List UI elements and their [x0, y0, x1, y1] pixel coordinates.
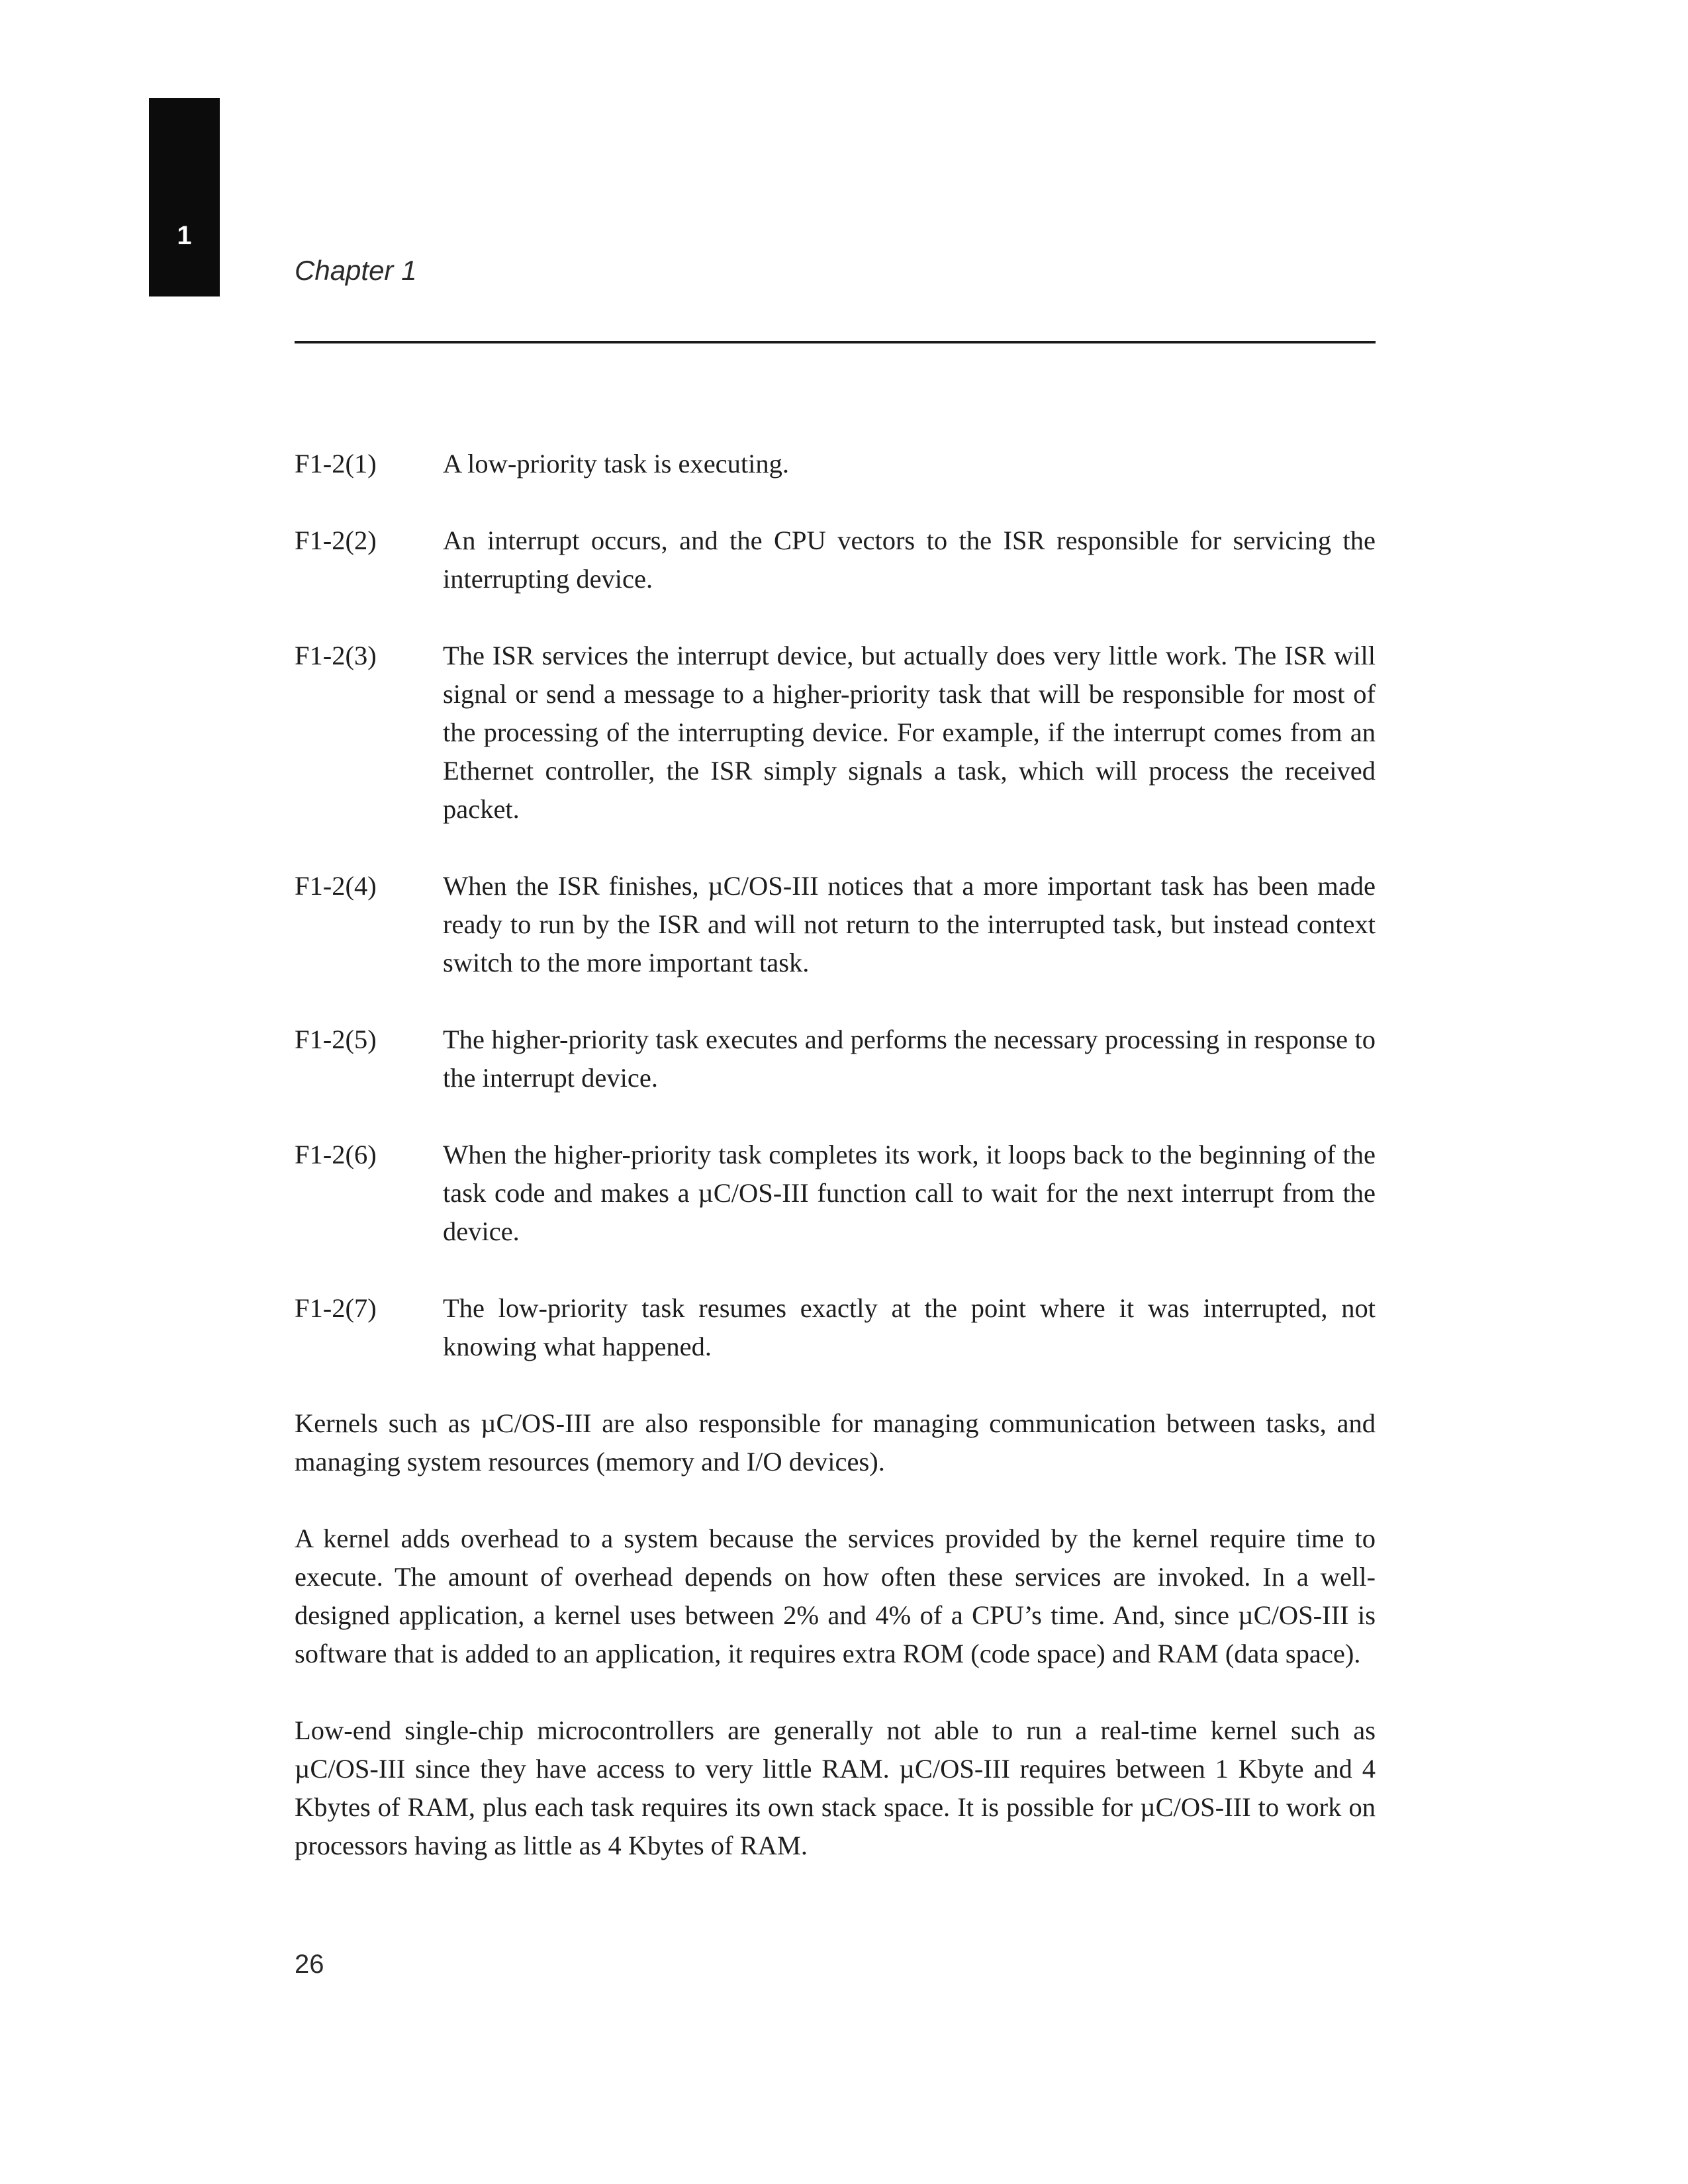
figure-note — [295, 637, 1376, 829]
figure-note-label: F1-2(6) — [295, 1140, 377, 1169]
running-head: Chapter 1 — [295, 255, 417, 286]
figure-note-text: The ISR services the interrupt device, but actually does very little work. The ISR will signal or send a message to a higher-priority task that will be responsible for most of the processing of the interrupting device. For example, if the interrupt comes from an Ethernet controller, the ISR simply signals a task, which will process the received packet. — [443, 641, 1376, 824]
chapter-tab-number: 1 — [177, 221, 192, 250]
page-number: 26 — [295, 1950, 324, 1979]
figure-note-text: A low-priority task is executing. — [443, 449, 790, 478]
figure-note-text: When the higher-priority task completes its work, it loops back to the beginning of the task code and makes a µC/OS-III function call to wait for the next interrupt from the device. — [443, 1140, 1376, 1246]
figure-note — [295, 1021, 1376, 1097]
body-paragraph: A kernel adds overhead to a system because the services provided by the kernel require time to execute. The amount of overhead depends on how often these services are invoked. In a well-designed application, a kernel uses between 2% and 4% of a CPU’s time. And, since µC/OS-III is software that is added to an application, it requires extra ROM (code space) and RAM (data space). — [295, 1524, 1376, 1668]
figure-note-label: F1-2(7) — [295, 1293, 377, 1323]
figure-note-label: F1-2(2) — [295, 525, 377, 555]
body-paragraph: Low-end single-chip microcontrollers are generally not able to run a real-time kernel such as µC/OS-III since they have access to very little RAM. µC/OS-III requires between 1 Kbyte and 4 Kbytes of RAM, plus each task requires its own stack space. It is possible for µC/OS-III to work on processors having as little as 4 Kbytes of RAM. — [295, 1715, 1376, 1860]
figure-note-text: The higher-priority task executes and performs the necessary processing in response to the interrupt device. — [443, 1024, 1376, 1093]
figure-note — [295, 867, 1376, 982]
figure-note-label: F1-2(5) — [295, 1024, 377, 1054]
figure-note-label: F1-2(4) — [295, 871, 377, 901]
header-rule — [295, 341, 1376, 343]
figure-note — [295, 445, 1376, 483]
figure-note — [295, 1136, 1376, 1251]
figure-note-text: An interrupt occurs, and the CPU vectors to the ISR responsible for servicing the interrupting device. — [443, 525, 1376, 594]
figure-note-text: The low-priority task resumes exactly at the point where it was interrupted, not knowing what happened. — [443, 1293, 1376, 1361]
figure-note-label: F1-2(3) — [295, 641, 377, 670]
figure-note — [295, 522, 1376, 598]
page-body — [295, 445, 1376, 1903]
chapter-tab — [149, 98, 220, 296]
figure-note — [295, 1289, 1376, 1366]
body-paragraph: Kernels such as µC/OS-III are also responsible for managing communication between tasks, and managing system resources (memory and I/O devices). — [295, 1408, 1376, 1477]
figure-note-label: F1-2(1) — [295, 449, 377, 478]
figure-note-text: When the ISR finishes, µC/OS-III notices that a more important task has been made ready to run by the ISR and will not return to the interrupted task, but instead context switch to the more important task. — [443, 871, 1376, 978]
